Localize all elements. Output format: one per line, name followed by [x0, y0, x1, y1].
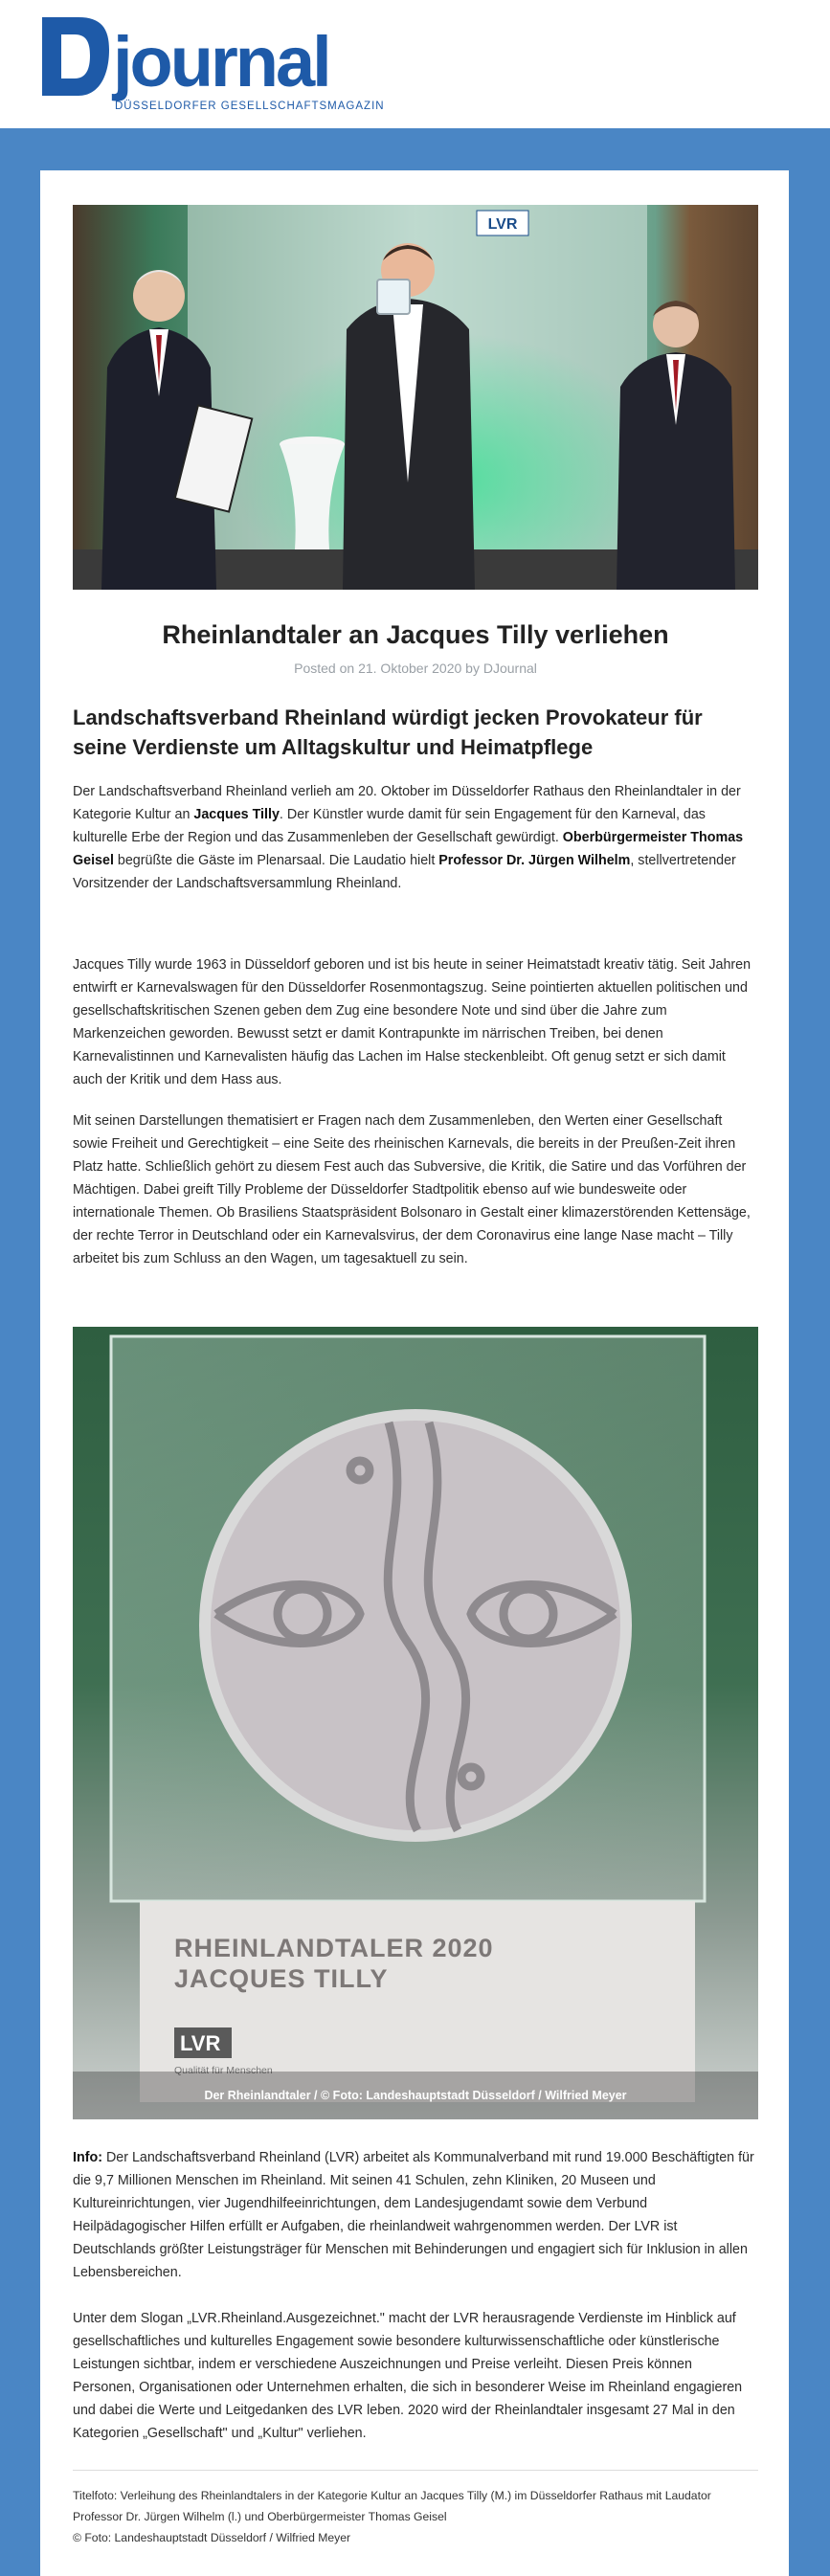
award-photo[interactable] [73, 1327, 758, 2119]
article-title: Rheinlandtaler an Jacques Tilly verliehen [162, 620, 669, 649]
credits-title-photo: Titelfoto: Verleihung des Rheinlandtalers in der Kategorie Kultur an Jacques Tilly (M.) im Düsseldorfer Rathaus mit Laudator Professor Dr. Jürgen Wilhelm (l.) und Oberbürgermeister Thomas Geisel [73, 2489, 711, 2523]
credits-copyright: © Foto: Landeshauptstadt Düsseldorf / Wilfried Meyer [73, 2531, 351, 2544]
paragraph-info: Info: Der Landschaftsverband Rheinland (LVR) arbeitet als Kommunalverband mit rund 19.000 Beschäftigten für die 9,7 Millionen Menschen im Rheinland. Mit seinen 41 Schulen, zehn Kliniken, 20 Museen und Kultureinrichtungen, vier Jugendhilfeeinrichtungen, dem Landesjugendamt sowie dem Verbund Heilpädagogischer Hilfen erfüllt er Aufgaben, die rheinlandweit wahrgenommen werden. Der LVR ist Deutschlands größter Leistungsträger für Menschen mit Behinderungen und engagiert sich für Inklusion in allen Lebensbereichen. [73, 2150, 754, 2280]
article-card [40, 170, 789, 2576]
bold-name-tilly: Jacques Tilly [193, 807, 280, 822]
bold-name-wilhelm: Professor Dr. Jürgen Wilhelm [438, 853, 631, 868]
award-photo-caption: Der Rheinlandtaler / © Foto: Landeshauptstadt Düsseldorf / Wilfried Meyer [204, 2089, 627, 2102]
post-date-link[interactable]: 21. Oktober 2020 [358, 661, 462, 676]
award-badge-subtext: Qualität für Menschen [174, 2065, 273, 2076]
hero-sign-text: LVR [487, 216, 518, 233]
engraving-line1: RHEINLANDTALER 2020 [174, 1934, 494, 1962]
paragraph-themes: Mit seinen Darstellungen thematisiert er Fragen nach dem Zusammenleben, den Werten einer Gesellschaft sowie Freiheit und Gerechtigkeit – eine Seite des rheinischen Karnevals, die bereits in der Preußen-Zeit ihren Platz hatte. Schließlich gehört zu diesem Fest auch das Subversive, die Kritik, die Satire und das Vorführen der Mächtigen. Dabei greift Tilly Probleme der Düsseldorfer Stadtpolitik ebenso auf wie bundesweite oder internationale Themen. Ob Brasiliens Staatspräsident Bolsonaro in Gestalt einer klimazerstörenden Kettensäge, der rechte Terror in Deutschland oder ein Karnevalsvirus, der dem Coronavirus eine lange Nase macht – Tilly arbeitet bis zum Schluss an den Wagen, um tagesaktuell zu sein. [73, 1113, 751, 1266]
info-label: Info: [73, 2150, 102, 2165]
site-logo[interactable] [42, 17, 387, 115]
credits-divider [73, 2470, 758, 2471]
site-header [0, 0, 830, 128]
bold-name-geisel: Oberbürgermeister Thomas Geisel [73, 830, 744, 868]
photo-credits [73, 2485, 758, 2548]
article-meta [73, 661, 758, 676]
award-badge-text: LVR [180, 2031, 221, 2055]
logo-tagline: DÜSSELDORFER GESELLSCHAFTSMAGAZIN [115, 101, 385, 112]
paragraph-biography: Jacques Tilly wurde 1963 in Düsseldorf geboren und ist bis heute in seiner Heimatstadt kreativ tätig. Seit Jahren entwirft er Karnevalswagen für den Düsseldorfer Rosenmontagszug. Seine pointierten aktuellen politischen und gesellschaftskritischen Szenen geben dem Zug eine besondere Note und sind über die Jahre zum Markenzeichen geworden. Bewusst setzt er damit Kontrapunkte im närrischen Treiben, bei denen Karnevalistinnen und Karnevalisten häufig das Lachen im Halse steckenbleibt. Oft genug setzt er sich damit auch der Kritik und dem Hass aus. [73, 957, 751, 1087]
meta-prefix: Posted on [294, 661, 355, 676]
meta-by: by [465, 661, 480, 676]
hero-photo[interactable] [73, 205, 758, 590]
paragraph-intro: Der Landschaftsverband Rheinland verlieh am 20. Oktober im Düsseldorfer Rathaus den Rheinlandtaler in der Kategorie Kultur an Jacques Tilly. Der Künstler wurde damit für sein Engagement für den Karneval, das kulturelle Erbe der Region und das Zusammenleben der Gesellschaft gewürdigt. Oberbürgermeister Thomas Geisel begrüßte die Gäste im Plenarsaal. Die Laudatio hielt Professor Dr. Jürgen Wilhelm, stellvertretender Vorsitzender der Landschaftsversammlung Rheinland. [73, 784, 744, 891]
paragraph-slogan: Unter dem Slogan „LVR.Rheinland.Ausgezeichnet." macht der LVR herausragende Verdienste im Hinblick auf gesellschaftliches und kulturelles Engagement sowie besondere kulturwissenschaftliche oder künstlerische Leistungen sichtbar, indem er verschiedene Auszeichnungen und Preise verleiht. Diesen Preis können Personen, Organisationen oder Unternehmen erhalten, die sich in besonderer Weise im Rheinland engagieren und dabei die Werte und Leitgedanken des LVR leben. 2020 wird der Rheinlandtaler insgesamt 27 Mal in den Kategorien „Gesellschaft" und „Kultur" verliehen. [73, 2311, 743, 2441]
engraving-line2: JACQUES TILLY [174, 1964, 389, 1993]
author-link[interactable]: DJournal [482, 661, 537, 676]
article-subtitle: Landschaftsverband Rheinland würdigt jecken Provokateur für seine Verdienste um Alltagskultur und Heimatpflege [73, 706, 703, 759]
logo-d-shape [42, 17, 109, 96]
logo-wordmark: journal [113, 22, 329, 101]
